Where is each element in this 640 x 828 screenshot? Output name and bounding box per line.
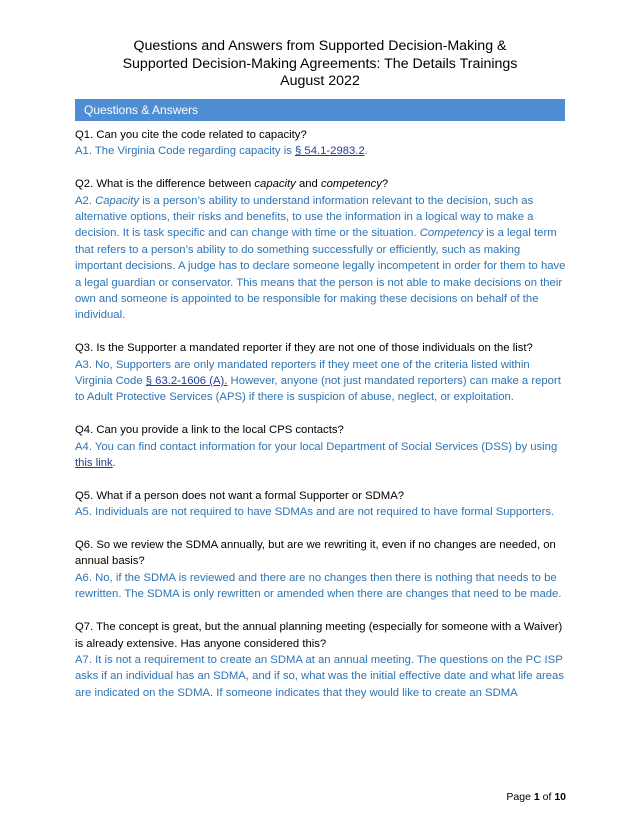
question-7: Q7. The concept is great, but the annual planning meeting (especially for someone with a Waiver) is already extensive. Has anyone considered this? [75, 621, 563, 650]
page-label: Page [506, 791, 534, 803]
answer-3-text-end: However, anyone (not just mandated reporters) can make a report to Adult Protective Services (APS) if there is suspicion of abuse, neglect, or exploitation. [75, 375, 561, 404]
title-line-3: August 2022 [280, 73, 360, 89]
question-4: Q4. Can you provide a link to the local CPS contacts? [75, 424, 344, 437]
page-number: 1 [533, 791, 540, 803]
qa-item-1 [75, 127, 567, 160]
qa-item-4 [75, 422, 567, 471]
qa-item-3 [75, 340, 567, 406]
question-2-term-capacity: capacity [254, 178, 296, 191]
virginia-code-capacity-link[interactable]: § 54.1-2983.2 [295, 145, 365, 158]
answer-2-term-capacity: Capacity [95, 194, 140, 207]
answer-2-text: is a person’s ability to understand information relevant to the decision, such as alternative options, their risks and benefits, to use the information in a logical way to make a decision. It is task specific and can change with time or the situation. [75, 194, 534, 240]
question-2-end: ? [381, 178, 389, 191]
answer-4-end: . [112, 457, 116, 470]
page-footer [506, 791, 566, 803]
question-3: Q3. Is the Supporter a mandated reporter if they are not one of those individuals on the list? [75, 342, 533, 355]
qa-item-5 [75, 488, 567, 521]
answer-1 [75, 143, 567, 159]
answer-2-text-end: is a legal term that refers to a person’s ability to do something successfully or efficiently, such as making important decisions. A judge has to declare someone legally incompetent in order for them to have a legal guardian or conservator. This means that the person is not able to make decisions on their own and someone is appointed to be responsible for making these decisions on behalf of the individual. [75, 227, 566, 322]
question-2 [75, 176, 567, 192]
answer-2-prefix: A2. [75, 194, 96, 207]
qa-content [75, 127, 567, 718]
answer-2 [75, 193, 567, 324]
section-header-text: Questions & Answers [84, 103, 199, 117]
section-header-bar [75, 99, 565, 121]
answer-4-text: A4. You can find contact information for your local Department of Social Services (DSS) by using [75, 440, 558, 453]
title-line-2: Supported Decision-Making Agreements: The Details Trainings [122, 55, 518, 72]
question-6: Q6. So we review the SDMA annually, but are we rewriting it, even if no changes are needed, on annual basis? [75, 539, 556, 568]
answer-7: A7. It is not a requirement to create an SDMA at an annual meeting. The questions on the PC ISP asks if an individual has an SDMA, and if so, what was the initial effective date and what life areas are indicated on the SDMA. If someone indicates that they would like to create an SDMA [75, 653, 564, 699]
question-2-text: Q2. What is the difference between [75, 178, 255, 191]
answer-6: A6. No, if the SDMA is reviewed and there are no changes then there is nothing that needs to be rewritten. The SDMA is only rewritten or amended when there are changes that need to be made. [75, 571, 562, 601]
qa-item-2 [75, 176, 567, 324]
local-dss-contacts-link[interactable]: this link [75, 457, 113, 470]
virginia-code-mandated-reporter-link[interactable]: § 63.2-1606 (A). [145, 375, 228, 388]
qa-item-6 [75, 537, 567, 603]
answer-3-text: A3. No, Supporters are only mandated reporters if they meet one of the criteria listed within Virginia Code [75, 358, 530, 388]
answer-3 [75, 357, 567, 406]
qa-item-7 [75, 619, 567, 701]
answer-1-end: . [364, 145, 368, 158]
page-of-label: of [539, 791, 555, 803]
page-total: 10 [554, 791, 566, 803]
answer-5: A5. Individuals are not required to have SDMAs and are not required to have formal Supporters. [75, 506, 555, 519]
answer-1-text: A1. The Virginia Code regarding capacity is [75, 145, 295, 158]
question-2-term-competency: competency [320, 178, 382, 191]
answer-2-term-competency: Competency [419, 227, 484, 240]
document-title [60, 38, 580, 91]
title-line-1: Questions and Answers from Supported Decision-Making & [133, 38, 507, 54]
question-1: Q1. Can you cite the code related to capacity? [75, 129, 307, 141]
question-5: Q5. What if a person does not want a formal Supporter or SDMA? [75, 489, 405, 502]
answer-4 [75, 439, 567, 472]
question-2-and: and [295, 178, 321, 191]
